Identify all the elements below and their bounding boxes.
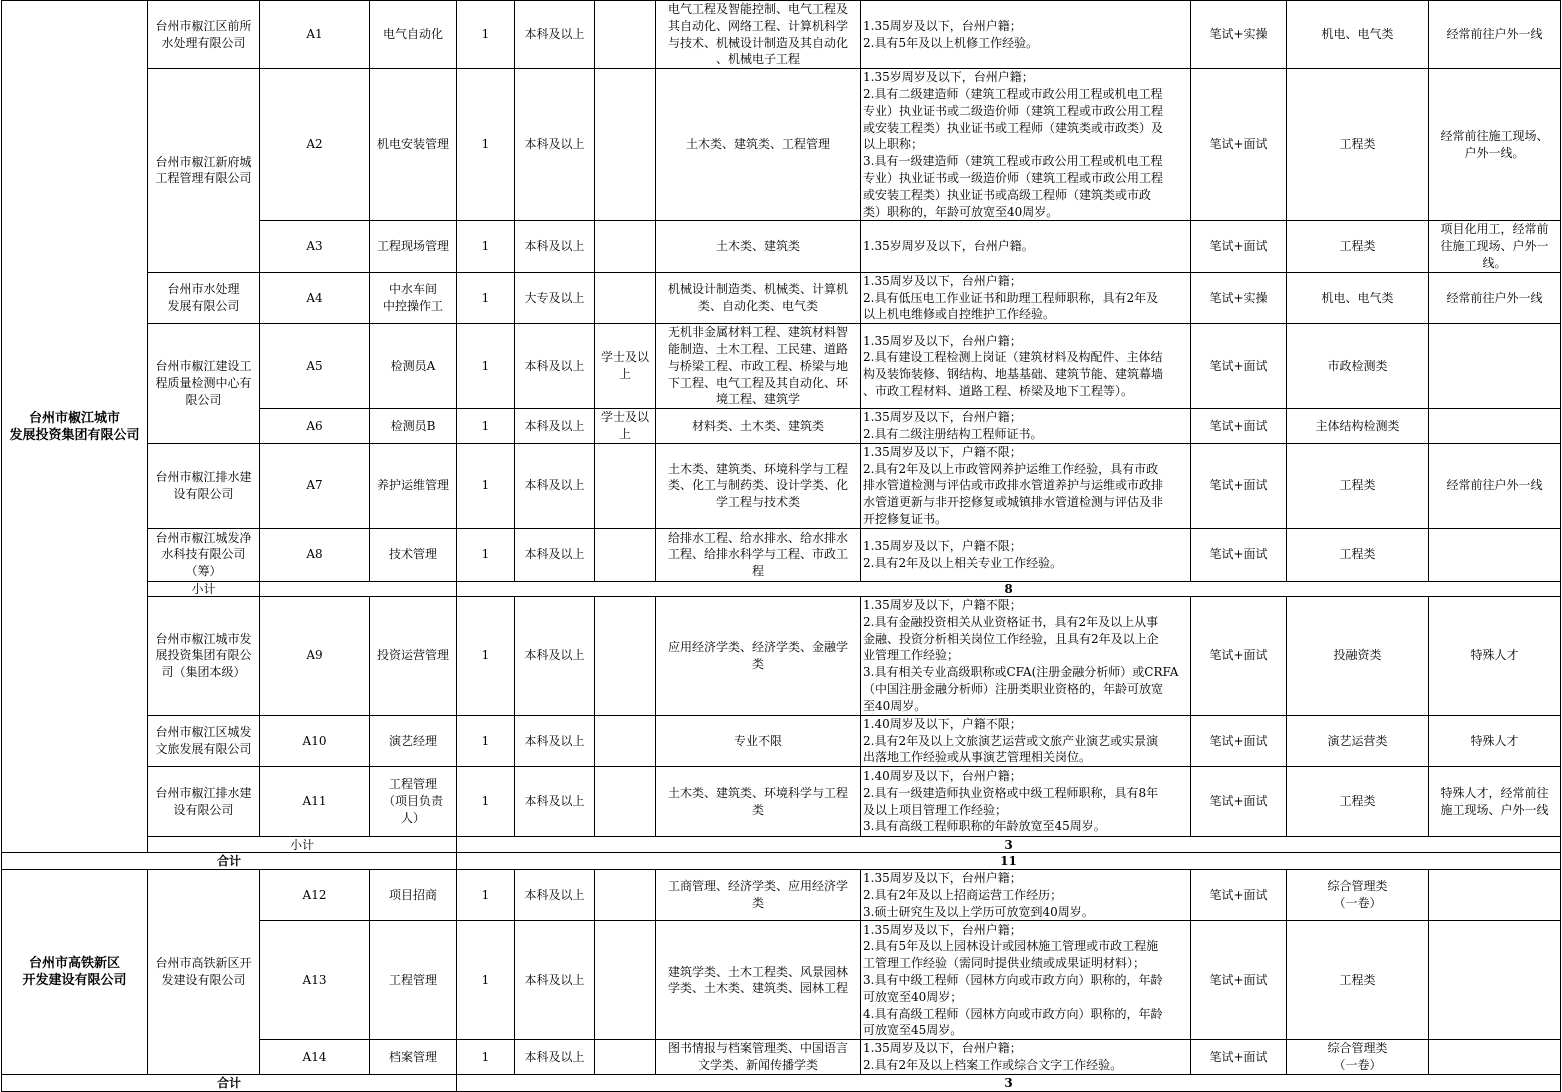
major-cell: 图书情报与档案管理类、中国语言 文学类、新闻传播学类: [656, 1040, 861, 1075]
subtotal-row: [2, 581, 1561, 596]
group-name-cell: 台州市高铁新区 开发建设有限公司: [2, 870, 148, 1075]
education-cell: 本科及以上: [515, 1, 595, 69]
note-cell: [1429, 324, 1561, 409]
company-cell: 台州市椒江区城发 文旅发展有限公司: [148, 715, 260, 766]
position-id-cell: A2: [260, 69, 370, 221]
department-cell: 演艺经理: [370, 715, 457, 766]
exam-cell: 笔试+面试: [1191, 1040, 1287, 1075]
company-cell: 台州市高铁新区开 发建设有限公司: [148, 870, 260, 1075]
department-cell: 工程管理 （项目负责 人）: [370, 767, 457, 837]
count-cell: 1: [457, 324, 515, 409]
major-cell: 土木类、建筑类、工程管理: [656, 69, 861, 221]
department-cell: 项目招商: [370, 870, 457, 921]
subtotal-label: 小计: [148, 837, 457, 853]
education-cell: 本科及以上: [515, 596, 595, 715]
company-cell: 台州市椒江城发净 水科技有限公司 （筹）: [148, 528, 260, 581]
degree-cell: [595, 272, 656, 323]
exam-category-cell: 工程类: [1287, 921, 1429, 1040]
position-id-cell: A5: [260, 324, 370, 409]
major-cell: 应用经济学类、经济学类、金融学 类: [656, 596, 861, 715]
exam-cell: 笔试+实操: [1191, 272, 1287, 323]
exam-cell: 笔试+面试: [1191, 409, 1287, 444]
table-row: [2, 272, 1561, 323]
exam-category-cell: 综合管理类 （一卷）: [1287, 870, 1429, 921]
degree-cell: [595, 1, 656, 69]
exam-cell: 笔试+面试: [1191, 715, 1287, 766]
education-cell: 本科及以上: [515, 921, 595, 1040]
recruitment-table: [1, 0, 1561, 1092]
degree-cell: 学士及以 上: [595, 324, 656, 409]
total-label: 合计: [2, 853, 457, 870]
note-cell: 经常前往户外一线: [1429, 1, 1561, 69]
department-cell: 工程现场管理: [370, 221, 457, 272]
note-cell: 特殊人才: [1429, 715, 1561, 766]
requirement-cell: 1.35周岁及以下，台州户籍； 2.具有低压电工作业证书和助理工程师职称，具有2年及 以上机电维修或自控维护工作经验。: [861, 272, 1191, 323]
exam-category-cell: 综合管理类 （一卷）: [1287, 1040, 1429, 1075]
position-id-cell: A8: [260, 528, 370, 581]
position-id-cell: A3: [260, 221, 370, 272]
company-cell: 台州市椒江建设工 程质量检测中心有 限公司: [148, 324, 260, 444]
table-row: [2, 69, 1561, 221]
exam-cell: 笔试+面试: [1191, 69, 1287, 221]
total-value: 11: [457, 853, 1561, 870]
subtotal-blank: [260, 581, 457, 596]
exam-category-cell: 投融资类: [1287, 596, 1429, 715]
exam-category-cell: 机电、电气类: [1287, 1, 1429, 69]
position-id-cell: A7: [260, 443, 370, 528]
subtotal-value: 3: [457, 837, 1561, 853]
company-cell: 台州市水处理 发展有限公司: [148, 272, 260, 323]
major-cell: 给排水工程、给水排水、给水排水 工程、给排水科学与工程、市政工 程: [656, 528, 861, 581]
exam-category-cell: 机电、电气类: [1287, 272, 1429, 323]
count-cell: 1: [457, 870, 515, 921]
degree-cell: [595, 528, 656, 581]
note-cell: [1429, 1040, 1561, 1075]
major-cell: 专业不限: [656, 715, 861, 766]
total-row: [2, 1075, 1561, 1092]
table-row: [2, 870, 1561, 921]
table-row: [2, 596, 1561, 715]
position-id-cell: A9: [260, 596, 370, 715]
note-cell: [1429, 528, 1561, 581]
subtotal-label: 小计: [148, 581, 260, 596]
table-row: [2, 715, 1561, 766]
exam-category-cell: 市政检测类: [1287, 324, 1429, 409]
exam-category-cell: 主体结构检测类: [1287, 409, 1429, 444]
count-cell: 1: [457, 921, 515, 1040]
exam-category-cell: 工程类: [1287, 221, 1429, 272]
major-cell: 材料类、土木类、建筑类: [656, 409, 861, 444]
department-cell: 档案管理: [370, 1040, 457, 1075]
department-cell: 检测员B: [370, 409, 457, 444]
major-cell: 建筑学类、土木工程类、风景园林 学类、土木类、建筑类、园林工程: [656, 921, 861, 1040]
requirement-cell: 1.35岁周岁及以下，台州户籍； 2.具有二级建造师（建筑工程或市政公用工程或机电工程 专业）执业证书或二级造价师（建筑工程或市政公用工程 或安装工程类）执业证书或工程师（建筑类或市政类）及 以上职称； 3.具有一级建造师（建筑工程或市政公用工程或机电工程 专业）执业证书或一级造价师（建筑工程或市政公用工程 或安装工程类）执业证书或高级工程师（建筑类或市政 类）职称的，年龄可放宽至40周岁。: [861, 69, 1191, 221]
exam-cell: 笔试+面试: [1191, 324, 1287, 409]
department-cell: 电气自动化: [370, 1, 457, 69]
company-cell: 台州市椒江城市发 展投资集团有限公 司（集团本级）: [148, 596, 260, 715]
education-cell: 本科及以上: [515, 221, 595, 272]
note-cell: 项目化用工，经常前 往施工现场、户外一 线。: [1429, 221, 1561, 272]
department-cell: 技术管理: [370, 528, 457, 581]
major-cell: 工商管理、经济学类、应用经济学 类: [656, 870, 861, 921]
exam-category-cell: 工程类: [1287, 767, 1429, 837]
table-row: [2, 767, 1561, 837]
degree-cell: [595, 221, 656, 272]
requirement-cell: 1.35周岁及以下，台州户籍； 2.具有2年及以上招商运营工作经历； 3.硕士研究生及以上学历可放宽到40周岁。: [861, 870, 1191, 921]
position-id-cell: A14: [260, 1040, 370, 1075]
count-cell: 1: [457, 69, 515, 221]
note-cell: [1429, 921, 1561, 1040]
company-cell: 台州市椒江排水建 设有限公司: [148, 767, 260, 837]
exam-category-cell: 演艺运营类: [1287, 715, 1429, 766]
exam-cell: 笔试+面试: [1191, 221, 1287, 272]
exam-cell: 笔试+面试: [1191, 767, 1287, 837]
count-cell: 1: [457, 1, 515, 69]
major-cell: 电气工程及智能控制、电气工程及 其自动化、网络工程、计算机科学 与技术、机械设计制造及其自动化 、机械电子工程: [656, 1, 861, 69]
count-cell: 1: [457, 221, 515, 272]
count-cell: 1: [457, 272, 515, 323]
count-cell: 1: [457, 443, 515, 528]
group-name-cell: 台州市椒江城市 发展投资集团有限公司: [2, 1, 148, 853]
education-cell: 本科及以上: [515, 409, 595, 444]
total-row: [2, 853, 1561, 870]
exam-cell: 笔试+面试: [1191, 870, 1287, 921]
major-cell: 土木类、建筑类: [656, 221, 861, 272]
degree-cell: [595, 921, 656, 1040]
requirement-cell: 1.35周岁及以下，台州户籍； 2.具有2年及以上档案工作或综合文字工作经验。: [861, 1040, 1191, 1075]
position-id-cell: A12: [260, 870, 370, 921]
total-label: 合计: [2, 1075, 457, 1092]
count-cell: 1: [457, 596, 515, 715]
requirement-cell: 1.35周岁及以下，户籍不限； 2.具有金融投资相关从业资格证书，具有2年及以上从事 金融、投资分析相关岗位工作经验，且具有2年及以上企 业管理工作经验； 3.具有相关专业高级职称或CFA(注册金融分析师）或CRFA （中国注册金融分析师）注册类职业资格的，年龄可放宽 至40周岁。: [861, 596, 1191, 715]
note-cell: [1429, 409, 1561, 444]
requirement-cell: 1.40周岁及以下，户籍不限； 2.具有2年及以上文旅演艺运营或文旅产业演艺或实景演 出落地工作经验或从事演艺管理相关岗位。: [861, 715, 1191, 766]
education-cell: 本科及以上: [515, 715, 595, 766]
degree-cell: [595, 1040, 656, 1075]
major-cell: 机械设计制造类、机械类、计算机 类、自动化类、电气类: [656, 272, 861, 323]
exam-cell: 笔试+面试: [1191, 921, 1287, 1040]
position-id-cell: A6: [260, 409, 370, 444]
table-row: [2, 443, 1561, 528]
position-id-cell: A4: [260, 272, 370, 323]
exam-cell: 笔试+面试: [1191, 528, 1287, 581]
count-cell: 1: [457, 409, 515, 444]
table-row: [2, 1, 1561, 69]
note-cell: 特殊人才，经常前往 施工现场、户外一线: [1429, 767, 1561, 837]
position-id-cell: A13: [260, 921, 370, 1040]
degree-cell: [595, 596, 656, 715]
position-id-cell: A11: [260, 767, 370, 837]
major-cell: 土木类、建筑类、环境科学与工程 类: [656, 767, 861, 837]
count-cell: 1: [457, 1040, 515, 1075]
subtotal-row: [2, 837, 1561, 853]
major-cell: 无机非金属材料工程、建筑材料智 能制造、土木工程、工民建、道路 与桥梁工程、市政工程、桥梁与地 下工程、电气工程及其自动化、环 境工程、建筑学: [656, 324, 861, 409]
degree-cell: [595, 443, 656, 528]
degree-cell: [595, 69, 656, 221]
department-cell: 机电安装管理: [370, 69, 457, 221]
count-cell: 1: [457, 528, 515, 581]
company-cell: 台州市椒江区前所 水处理有限公司: [148, 1, 260, 69]
subtotal-value: 8: [457, 581, 1561, 596]
department-cell: 工程管理: [370, 921, 457, 1040]
requirement-cell: 1.35周岁及以下，台州户籍； 2.具有5年及以上机修工作经验。: [861, 1, 1191, 69]
department-cell: 养护运维管理: [370, 443, 457, 528]
requirement-cell: 1.35周岁及以下，户籍不限； 2.具有2年及以上市政管网养护运维工作经验，具有市政 排水管道检测与评估或市政排水管道养护与运维或市政排 水管道更新与非开挖修复或城镇排水管道检测与评估及非 开挖修复证书。: [861, 443, 1191, 528]
table-row: [2, 528, 1561, 581]
requirement-cell: 1.35周岁及以下，户籍不限； 2.具有2年及以上相关专业工作经验。: [861, 528, 1191, 581]
exam-category-cell: 工程类: [1287, 528, 1429, 581]
degree-cell: [595, 870, 656, 921]
requirement-cell: 1.35周岁及以下，台州户籍； 2.具有二级注册结构工程师证书。: [861, 409, 1191, 444]
exam-category-cell: 工程类: [1287, 443, 1429, 528]
major-cell: 土木类、建筑类、环境科学与工程 类、化工与制药类、设计学类、化 学工程与技术类: [656, 443, 861, 528]
requirement-cell: 1.35周岁及以下，台州户籍； 2.具有建设工程检测上岗证（建筑材料及构配件、主体结 构及装饰装修、钢结构、地基基础、建筑节能、建筑幕墙 、市政工程材料、道路工程、桥梁及地下工程等）。: [861, 324, 1191, 409]
exam-cell: 笔试+面试: [1191, 596, 1287, 715]
department-cell: 检测员A: [370, 324, 457, 409]
total-value: 3: [457, 1075, 1561, 1092]
exam-category-cell: 工程类: [1287, 69, 1429, 221]
education-cell: 本科及以上: [515, 767, 595, 837]
note-cell: [1429, 870, 1561, 921]
table-row: [2, 324, 1561, 409]
degree-cell: [595, 767, 656, 837]
degree-cell: [595, 715, 656, 766]
exam-cell: 笔试+面试: [1191, 443, 1287, 528]
count-cell: 1: [457, 767, 515, 837]
company-cell: 台州市椒江排水建 设有限公司: [148, 443, 260, 528]
requirement-cell: 1.35周岁及以下，台州户籍； 2.具有5年及以上园林设计或园林施工管理或市政工程施 工管理工作经验（需同时提供业绩或成果证明材料）； 3.具有中级工程师（园林方向或市政方向）职称的，年龄 可放宽至40周岁； 4.具有高级工程师（园林方向或市政方向）职称的，年龄 可放宽至45周岁。: [861, 921, 1191, 1040]
count-cell: 1: [457, 715, 515, 766]
education-cell: 本科及以上: [515, 443, 595, 528]
position-id-cell: A1: [260, 1, 370, 69]
requirement-cell: 1.40周岁及以下，台州户籍； 2.具有一级建造师执业资格或中级工程师职称，具有8年 及以上项目管理工作经验； 3.具有高级工程师职称的年龄放宽至45周岁。: [861, 767, 1191, 837]
education-cell: 本科及以上: [515, 1040, 595, 1075]
education-cell: 本科及以上: [515, 324, 595, 409]
note-cell: 经常前往施工现场、 户外一线。: [1429, 69, 1561, 221]
degree-cell: 学士及以 上: [595, 409, 656, 444]
requirement-cell: 1.35岁周岁及以下，台州户籍。: [861, 221, 1191, 272]
company-cell: 台州市椒江新府城 工程管理有限公司: [148, 69, 260, 273]
education-cell: 本科及以上: [515, 69, 595, 221]
department-cell: 中水车间 中控操作工: [370, 272, 457, 323]
position-id-cell: A10: [260, 715, 370, 766]
education-cell: 本科及以上: [515, 528, 595, 581]
department-cell: 投资运营管理: [370, 596, 457, 715]
note-cell: 经常前往户外一线: [1429, 443, 1561, 528]
education-cell: 本科及以上: [515, 870, 595, 921]
note-cell: 特殊人才: [1429, 596, 1561, 715]
education-cell: 大专及以上: [515, 272, 595, 323]
note-cell: 经常前往户外一线: [1429, 272, 1561, 323]
exam-cell: 笔试+实操: [1191, 1, 1287, 69]
